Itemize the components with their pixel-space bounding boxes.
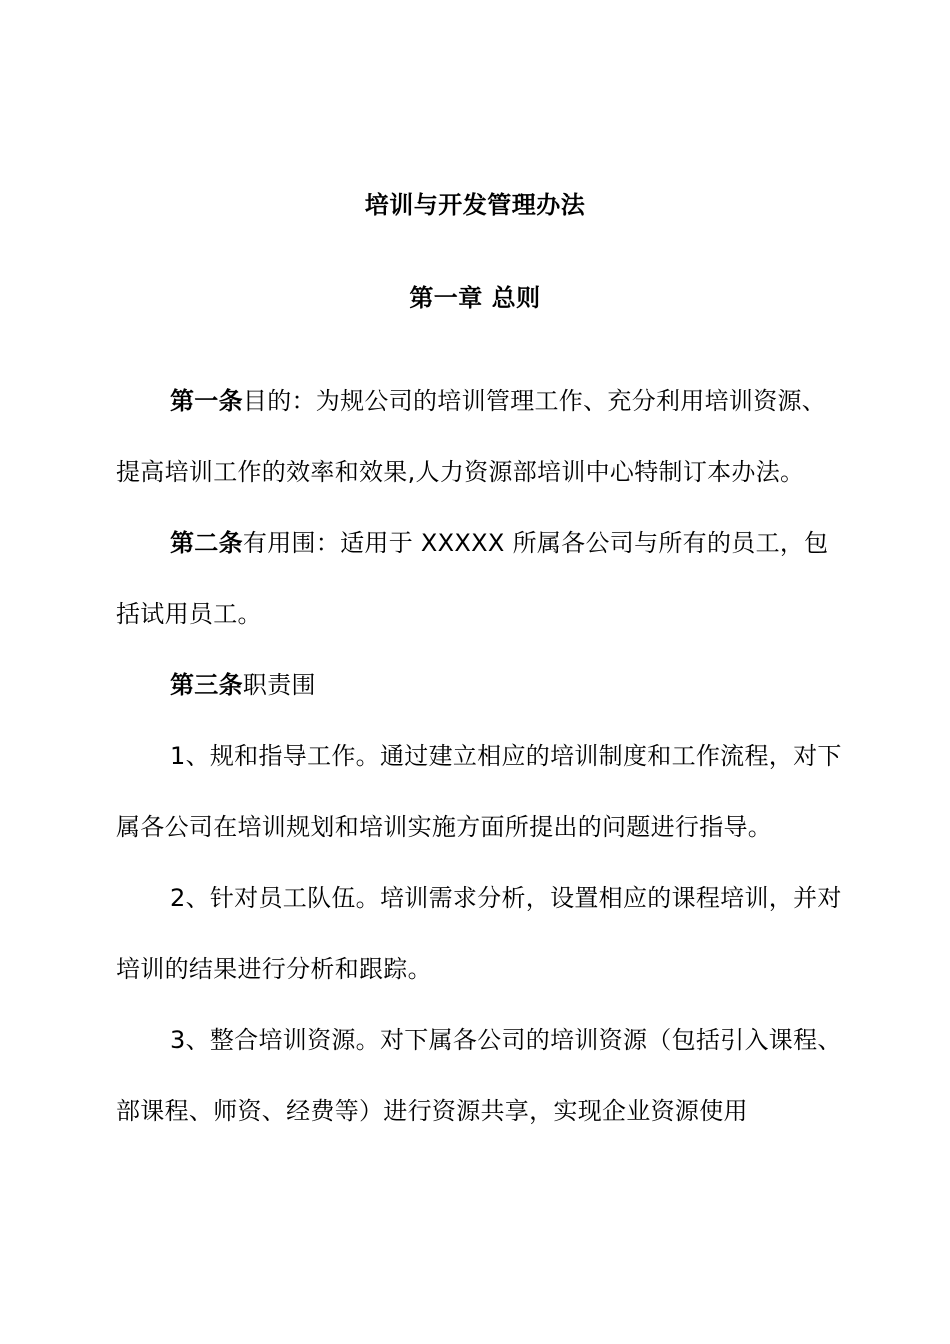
paragraph-text: 3、整合培训资源。对下属各公司的培训资源（包括引入课程、部课程、师资、经费等）进行资源共享，实现企业资源使用 bbox=[116, 1026, 842, 1125]
article-heading: 第二条 bbox=[170, 529, 243, 557]
paragraph-item-1 bbox=[116, 721, 846, 863]
chapter-title: 第一章 总则 bbox=[409, 284, 541, 312]
article-heading: 第一条 bbox=[170, 387, 243, 415]
paragraph-article-3 bbox=[116, 650, 846, 721]
paragraph-text: 职责围 bbox=[242, 671, 316, 699]
paragraph-text: 2、针对员工队伍。培训需求分析，设置相应的课程培训，并对培训的结果进行分析和跟踪。 bbox=[116, 884, 842, 983]
paragraph-item-2 bbox=[116, 863, 846, 1005]
article-heading: 第三条 bbox=[170, 671, 243, 699]
paragraph-article-1 bbox=[116, 366, 846, 508]
paragraph-text: 有用围：适用于 XXXXX 所属各公司与所有的员工，包括试用员工。 bbox=[116, 529, 829, 628]
paragraph-item-3 bbox=[116, 1005, 846, 1147]
paragraph-article-2 bbox=[116, 508, 846, 650]
paragraph-text: 目的：为规公司的培训管理工作、充分利用培训资源、提高培训工作的效率和效果,人力资源部培训中心特制订本办法。 bbox=[116, 387, 827, 486]
paragraph-text: 1、规和指导工作。通过建立相应的培训制度和工作流程，对下属各公司在培训规划和培训实施方面所提出的问题进行指导。 bbox=[116, 742, 842, 841]
document-title: 培训与开发管理办法 bbox=[364, 191, 586, 219]
document-body bbox=[116, 366, 846, 1147]
